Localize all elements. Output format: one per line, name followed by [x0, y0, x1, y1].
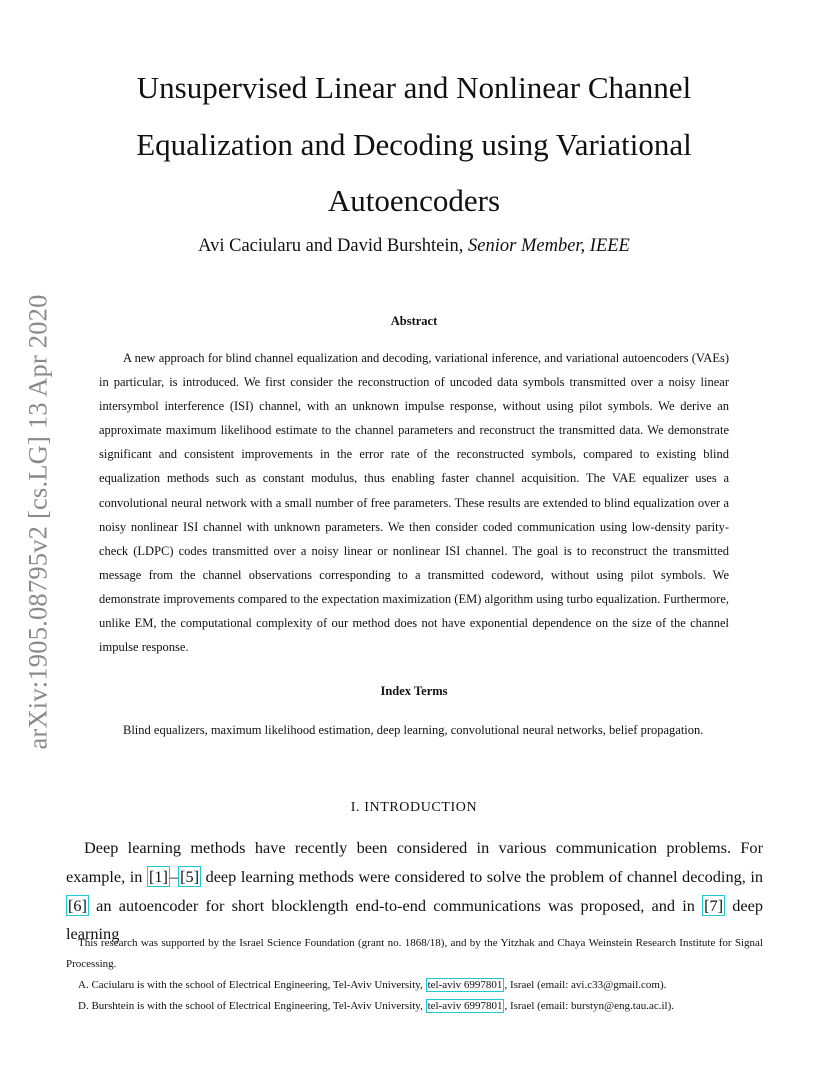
arxiv-identifier-stamp: arXiv:1905.08795v2 [cs.LG] 13 Apr 2020 — [22, 294, 53, 750]
title-line-1: Unsupervised Linear and Nonlinear Channel — [136, 70, 692, 105]
citation-link-5[interactable]: [5] — [180, 866, 200, 886]
citation-link-6[interactable]: [6] — [68, 895, 87, 915]
intro-text-2: deep learning methods were considered to solve the problem of channel decoding, in — [201, 866, 763, 886]
introduction-paragraph — [66, 834, 763, 949]
citation-link-1[interactable]: [1] — [148, 866, 168, 886]
footnote-author-2-link[interactable]: tel-aviv 6997801 — [427, 1000, 503, 1012]
footnotes — [66, 933, 763, 1017]
title-line-3: Autoencoders — [327, 183, 501, 218]
abstract-heading: Abstract — [390, 314, 438, 328]
author-line — [90, 236, 738, 257]
citation-link-7[interactable]: [7] — [704, 895, 724, 915]
index-terms-heading: Index Terms — [380, 684, 448, 698]
abstract-text: A new approach for blind channel equalization and decoding, variational inference, and variational autoencoders (VAEs) in particular, is introduced. We first consider the reconstruction of uncoded data symbols transmitted over a noisy linear intersymbol interference (ISI) channel, with an unknown impulse response, without using pilot symbols. We derive an approximate maximum likelihood estimate to the channel parameters and reconstruct the transmitted data. We demonstrate significant and consistent improvements in the error rate of the reconstructed symbols, compared to existing blind equalization methods such as constant modulus, thus enabling faster channel acquisition. The VAE equalizer uses a convolutional neural network with a small number of free parameters. These results are extended to blind equalization over a noisy nonlinear ISI channel with unknown parameters. We then consider coded communication using low-density parity-check (LDPC) codes transmitted over a noisy linear or nonlinear ISI channel. The goal is to reconstruct the transmitted message from the channel observations corresponding to a transmitted codeword, without using pilot symbols. We demonstrate improvements compared to the expectation maximization (EM) algorithm using turbo equalization. Furthermore, unlike EM, the computational complexity of our method does not have exponential dependence on the size of the channel impulse response. — [99, 351, 729, 655]
section-numeral: I. I — [350, 800, 370, 815]
footnote-author-1-link[interactable]: tel-aviv 6997801 — [427, 979, 503, 991]
index-terms-text: Blind equalizers, maximum likelihood estimation, deep learning, convolutional neural networks, belief propagation. — [123, 723, 704, 737]
author-names: Avi Caciularu and David Burshtein, — [198, 236, 464, 256]
intro-text-4: deep learning — [66, 895, 763, 944]
footnote-author-1 — [66, 975, 763, 996]
title-line-2: Equalization and Decoding using Variational — [136, 126, 692, 162]
intro-text-3: an autoencoder for short blocklength end-to-end communications was proposed, and in — [88, 895, 703, 915]
section-name: NTRODUCTION — [369, 800, 478, 815]
footnote-author-2-text: D. Burshtein is with the school of Electrical Engineering, Tel-Aviv University, — [78, 1000, 426, 1012]
footnote-author-2-email: , Israel (email: burstyn@eng.tau.ac.il). — [504, 1000, 675, 1012]
footnote-author-1-text: A. Caciularu is with the school of Electrical Engineering, Tel-Aviv University, — [78, 979, 426, 991]
footnote-author-2 — [66, 996, 763, 1017]
footnote-funding: This research was supported by the Israel Science Foundation (grant no. 1868/18), and by the Yitzhak and Chaya Weinstein Research Institute for Signal Processing. — [66, 937, 763, 970]
footnote-author-1-email: , Israel (email: avi.c33@gmail.com). — [504, 979, 667, 991]
section-heading-introduction — [90, 800, 738, 816]
citation-dash: – — [169, 866, 179, 886]
intro-text-1: Deep learning methods have recently been considered in various communication problems. For example, in — [66, 838, 763, 886]
author-membership: Senior Member, IEEE — [468, 236, 630, 256]
paper-title — [90, 60, 738, 230]
